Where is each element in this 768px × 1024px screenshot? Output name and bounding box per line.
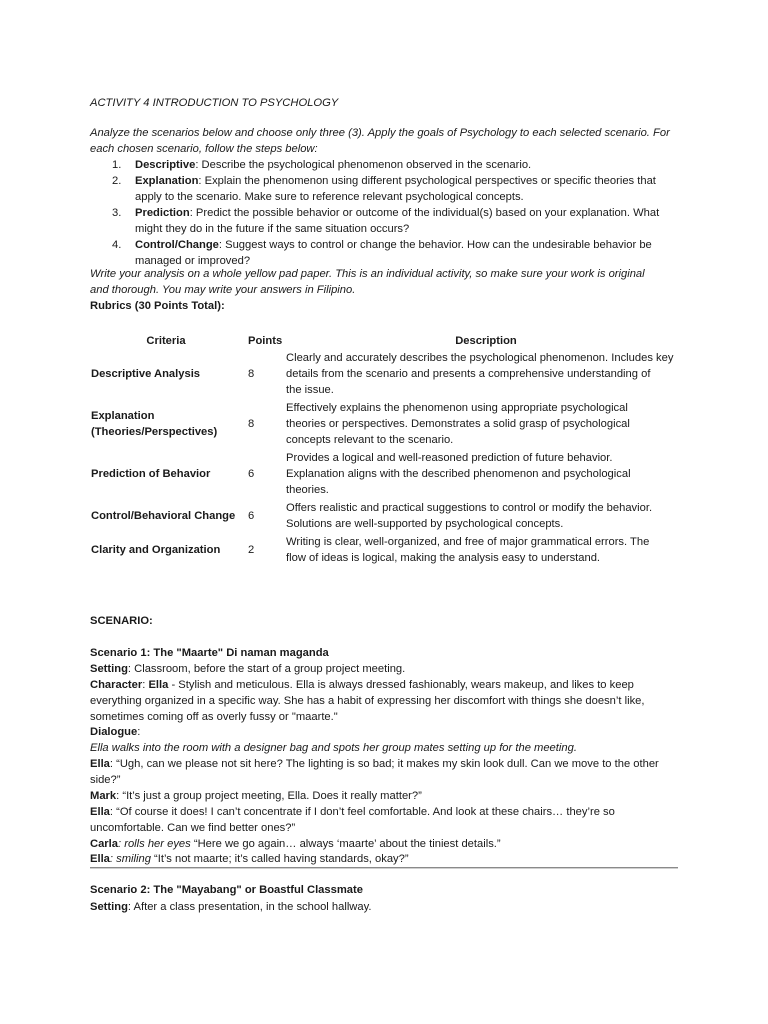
character-text-cont: sometimes coming off as overly fussy or "maarte." — [90, 711, 338, 723]
speaker: Ella — [90, 853, 110, 865]
rubric-header-row — [88, 333, 686, 349]
criteria-line: (Theories/Perspectives) — [91, 426, 218, 438]
dialogue-text: : “It’s just a group project meeting, Ella. Does it really matter?” — [116, 790, 422, 802]
desc-line: Explanation aligns with the described phenomenon and psychological — [286, 468, 631, 480]
dialogue-line — [90, 851, 680, 867]
character-text-cont: everything organized in a specific way. She has a habit of expressing her discomfort with things she doesn’t like, — [90, 695, 645, 707]
character-name: Ella — [148, 679, 169, 691]
rubric-points: 8 — [248, 368, 255, 380]
activity-title: ACTIVITY 4 INTRODUCTION TO PSYCHOLOGY — [90, 97, 339, 109]
desc-line: Effectively explains the phenomenon using appropriate psychological — [286, 402, 628, 414]
step-term: Descriptive — [135, 159, 196, 171]
scenario-heading: SCENARIO: — [90, 615, 153, 627]
dialogue-text: : “Of course it does! I can’t concentrate if I don’t feel comfortable. And look at these chairs… they’re so — [109, 806, 615, 818]
step-term: Prediction — [135, 207, 190, 219]
speaker: Ella — [90, 758, 110, 770]
rubric-points: 6 — [248, 510, 255, 522]
desc-line: details from the scenario and presents a comprehensive understanding of — [286, 368, 651, 380]
step-text: : Predict the possible behavior or outcome of the individual(s) based on your explanation. What — [189, 207, 660, 219]
dialogue-line — [90, 836, 680, 852]
character-label: Character — [90, 679, 143, 691]
dialogue-line — [90, 772, 680, 788]
intro-line-1: Analyze the scenarios below and choose only three (3). Apply the goals of Psychology to each selected scenario. For — [90, 127, 670, 139]
setting-text: : After a class presentation, in the school hallway. — [127, 901, 372, 913]
desc-line: Provides a logical and well-reasoned prediction of future behavior. — [286, 452, 613, 464]
desc-line: Writing is clear, well-organized, and free of major grammatical errors. The — [286, 536, 650, 548]
rubric-criteria: Control/Behavioral Change — [91, 510, 236, 522]
desc-line: Solutions are well-supported by psychological concepts. — [286, 518, 564, 530]
rubric-row — [88, 399, 686, 449]
desc-line: theories. — [286, 484, 329, 496]
setting-label: Setting — [90, 901, 128, 913]
character-text: - Stylish and meticulous. Ella is always dressed fashionably, wears makeup, and likes to keep — [168, 679, 634, 691]
rubric-row — [88, 533, 686, 567]
step-text: : Suggest ways to control or change the behavior. How can the undesirable behavior be — [218, 239, 652, 251]
dialogue-label: Dialogue — [90, 726, 138, 738]
dialogue-colon: : — [137, 726, 141, 738]
steps-list — [112, 157, 682, 269]
rubric-description — [286, 399, 686, 449]
speaker: Carla — [90, 838, 118, 850]
dialogue-text: uncomfortable. Can we find better ones?” — [90, 822, 296, 834]
step-number: 3. — [112, 207, 122, 219]
scenario-1-title: Scenario 1: The "Maarte" Di naman maganda — [90, 647, 329, 659]
rubric-criteria — [88, 399, 244, 449]
rubric-row — [88, 449, 686, 499]
rubric-points: 8 — [248, 418, 255, 430]
rubric-criteria: Clarity and Organization — [91, 544, 221, 556]
dialogue-heading — [90, 724, 680, 740]
criteria-line: Explanation — [91, 410, 155, 422]
step-item — [112, 173, 682, 205]
dialogue-line — [90, 756, 680, 772]
dialogue-text: : “Ugh, can we please not sit here? The lighting is so bad; it makes my skin look dull. Can we move to the other — [109, 758, 659, 770]
speaker-action: : rolls her eyes — [118, 838, 191, 850]
step-item — [112, 157, 682, 173]
dialogue-text: side?” — [90, 774, 121, 786]
header-description: Description — [455, 335, 517, 347]
rubric-criteria: Descriptive Analysis — [91, 368, 201, 380]
rubric-description — [286, 449, 686, 499]
rubric-description — [286, 499, 686, 533]
step-term: Control/Change — [135, 239, 219, 251]
step-text-cont: managed or improved? — [135, 255, 251, 267]
scenario-1-setting — [90, 661, 680, 677]
setting-text: : Classroom, before the start of a group project meeting. — [127, 663, 406, 675]
section-divider — [90, 867, 678, 869]
dialogue-line — [90, 820, 680, 836]
speaker: Ella — [90, 806, 110, 818]
desc-line: Clearly and accurately describes the psychological phenomenon. Includes key — [286, 352, 674, 364]
rubric-points: 6 — [248, 468, 255, 480]
step-item — [112, 237, 682, 269]
dialogue-text: “It’s not maarte; it’s called having standards, okay?” — [150, 853, 409, 865]
step-text: : Explain the phenomenon using different psychological perspectives or specific theories that — [198, 175, 656, 187]
desc-line: concepts relevant to the scenario. — [286, 434, 454, 446]
step-number: 2. — [112, 175, 122, 187]
step-text-cont: might they do in the future if the same situation occurs? — [135, 223, 410, 235]
intro-line-2: each chosen scenario, follow the steps below: — [90, 143, 318, 155]
character-sep: : — [142, 679, 149, 691]
desc-line: theories or perspectives. Demonstrates a solid grasp of psychological — [286, 418, 630, 430]
rubric-points: 2 — [248, 544, 255, 556]
header-points: Points — [248, 335, 283, 347]
setting-label: Setting — [90, 663, 128, 675]
step-number: 4. — [112, 239, 122, 251]
dialogue-line — [90, 804, 680, 820]
step-text-cont: apply to the scenario. Make sure to reference relevant psychological concepts. — [135, 191, 524, 203]
step-term: Explanation — [135, 175, 199, 187]
speaker-action: : smiling — [109, 853, 151, 865]
dialogue-line — [90, 788, 680, 804]
write-note-line-1: Write your analysis on a whole yellow pad paper. This is an individual activity, so make sure your work is original — [90, 268, 645, 280]
desc-line: Offers realistic and practical suggestions to control or modify the behavior. — [286, 502, 653, 514]
speaker: Mark — [90, 790, 117, 802]
rubric-table — [88, 333, 686, 567]
write-note-line-2: and thorough. You may write your answers in Filipino. — [90, 284, 356, 296]
dialogue-text: “Here we go again… always ‘maarte’ about the tiniest details.” — [190, 838, 501, 850]
step-text: : Describe the psychological phenomenon observed in the scenario. — [195, 159, 532, 171]
rubrics-heading: Rubrics (30 Points Total): — [90, 300, 225, 312]
desc-line: the issue. — [286, 384, 334, 396]
scenario-2-title: Scenario 2: The "Mayabang" or Boastful Classmate — [90, 884, 363, 896]
desc-line: flow of ideas is logical, making the analysis easy to understand. — [286, 552, 601, 564]
stage-direction: Ella walks into the room with a designer bag and spots her group mates setting up for the meeting. — [90, 742, 577, 754]
rubric-description — [286, 349, 686, 399]
rubric-row — [88, 499, 686, 533]
scenario-2-setting — [90, 899, 680, 915]
step-number: 1. — [112, 159, 122, 171]
rubric-row — [88, 349, 686, 399]
scenario-1-character — [90, 677, 680, 693]
rubric-description — [286, 533, 686, 567]
header-criteria: Criteria — [146, 335, 186, 347]
rubric-criteria: Prediction of Behavior — [91, 468, 211, 480]
step-item — [112, 205, 682, 237]
